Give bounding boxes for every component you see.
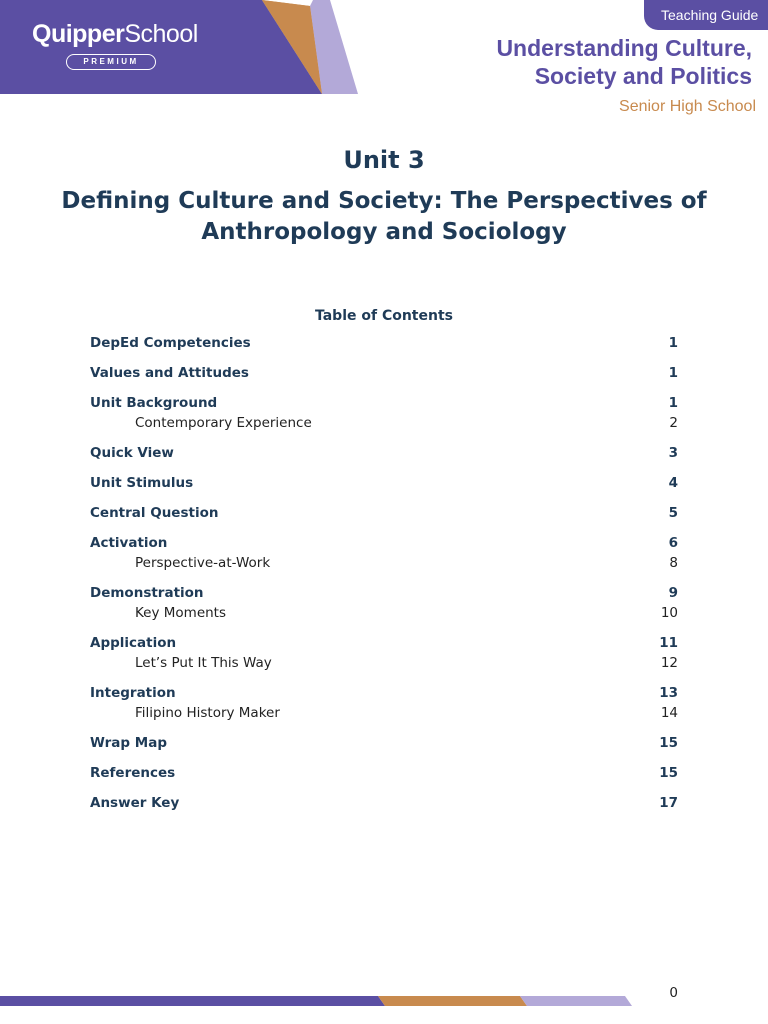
toc-group [90,733,678,753]
toc-entry[interactable] [90,363,678,383]
subject-title [496,34,752,90]
toc-entry-label: DepEd Competencies [90,335,251,351]
toc-group [90,333,678,353]
table-of-contents [90,333,678,823]
toc-entry[interactable] [90,583,678,603]
toc-entry[interactable] [90,793,678,813]
toc-group [90,503,678,523]
toc-entry[interactable] [90,733,678,753]
toc-entry-label: Integration [90,685,176,701]
toc-entry-page: 9 [668,585,678,601]
toc-group [90,443,678,463]
toc-subentry[interactable] [90,653,678,673]
subject-title-line2: Society and Politics [534,63,752,89]
toc-subentry-page: 12 [660,655,678,671]
toc-group [90,763,678,783]
toc-subentry-page: 14 [660,705,678,721]
unit-number: Unit 3 [343,146,425,174]
toc-subentry-label: Contemporary Experience [135,415,312,431]
toc-group [90,393,678,433]
toc-entry[interactable] [90,473,678,493]
toc-entry-label: Activation [90,535,168,551]
toc-entry-label: Unit Stimulus [90,475,194,491]
premium-badge: PREMIUM [66,54,156,70]
subject-title-line1: Understanding Culture, [496,35,752,61]
toc-group [90,683,678,723]
toc-entry-page: 1 [668,395,678,411]
toc-subentry-page: 8 [669,555,678,571]
toc-subentry[interactable] [90,603,678,623]
toc-entry[interactable] [90,683,678,703]
logo-part-school: School [124,20,198,48]
toc-entry-page: 15 [659,765,678,781]
toc-subentry-label: Perspective-at-Work [135,555,271,571]
toc-entry-page: 1 [668,365,678,381]
toc-entry-page: 13 [659,685,678,701]
toc-entry[interactable] [90,393,678,413]
toc-heading: Table of Contents [314,308,453,324]
toc-entry-label: Unit Background [90,395,218,411]
toc-entry-label: Values and Attitudes [90,365,249,381]
toc-entry-label: References [90,765,176,781]
toc-entry[interactable] [90,333,678,353]
toc-entry-page: 4 [668,475,678,491]
toc-entry[interactable] [90,763,678,783]
toc-entry-page: 1 [668,335,678,351]
toc-entry-label: Quick View [90,445,174,461]
toc-group [90,533,678,573]
toc-subentry[interactable] [90,553,678,573]
toc-subentry-label: Let’s Put It This Way [135,655,272,671]
toc-entry-label: Demonstration [90,585,204,601]
toc-entry[interactable] [90,443,678,463]
toc-subentry-label: Filipino History Maker [135,705,280,721]
logo-part-quipper: Quipper [32,20,125,48]
toc-entry-page: 11 [659,635,678,651]
toc-entry-page: 3 [668,445,678,461]
toc-entry[interactable] [90,633,678,653]
footer-bar [0,996,640,1010]
toc-entry-label: Answer Key [90,795,180,811]
toc-entry-page: 5 [668,505,678,521]
school-level: Senior High School [619,98,756,115]
toc-entry-page: 15 [659,735,678,751]
toc-group [90,363,678,383]
unit-title: Defining Culture and Society: The Perspectives of Anthropology and Sociology [61,188,707,245]
page-number: 0 [669,985,678,1001]
toc-entry[interactable] [90,503,678,523]
toc-entry[interactable] [90,533,678,553]
toc-group [90,633,678,673]
toc-group [90,473,678,493]
quipper-school-logo [32,20,198,49]
toc-subentry-label: Key Moments [135,605,227,621]
toc-entry-label: Wrap Map [90,735,167,751]
teaching-guide-tab: Teaching Guide [644,0,768,30]
toc-subentry[interactable] [90,703,678,723]
toc-entry-label: Central Question [90,505,219,521]
toc-subentry[interactable] [90,413,678,433]
toc-subentry-page: 2 [669,415,678,431]
toc-subentry-page: 10 [660,605,678,621]
toc-entry-label: Application [90,635,177,651]
toc-group [90,583,678,623]
toc-entry-page: 17 [659,795,678,811]
toc-group [90,793,678,813]
toc-entry-page: 6 [668,535,678,551]
